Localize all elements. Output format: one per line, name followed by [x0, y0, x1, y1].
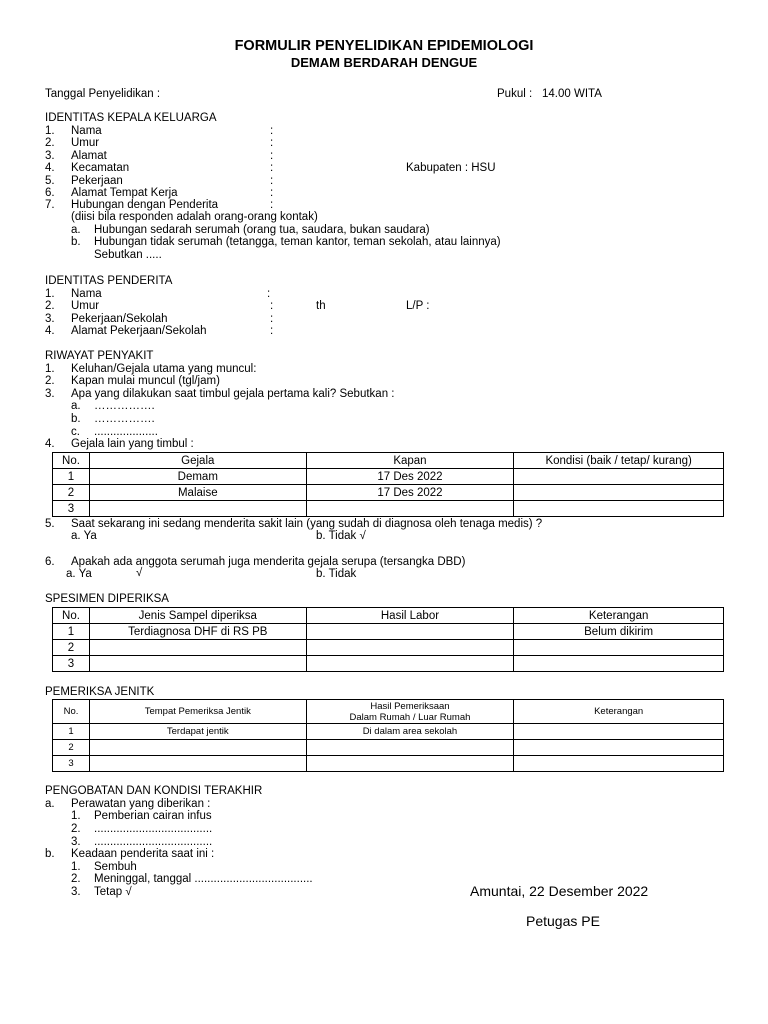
penderita-label: Nama	[71, 288, 102, 300]
question-num: 5.	[45, 518, 55, 530]
option-letter: b.	[71, 236, 81, 248]
question-num: 3.	[45, 388, 55, 400]
table-row	[53, 740, 724, 756]
question-3: Apa yang dilakukan saat timbul gejala pertama kali? Sebutkan :	[71, 388, 395, 400]
spesimen-table	[52, 607, 724, 672]
hasil-header-line1: Hasil Pemeriksaan	[370, 700, 450, 712]
question-num: 4.	[45, 438, 55, 450]
table-cell: Terdapat jentik	[89, 724, 306, 740]
table-header-row	[53, 608, 724, 624]
table-cell	[306, 640, 514, 656]
table-header-cell: Keterangan	[514, 608, 724, 624]
signature-role: Petugas PE	[526, 913, 600, 929]
table-cell	[514, 724, 724, 740]
question-num: 6.	[45, 556, 55, 568]
question-4: Gejala lain yang timbul :	[71, 438, 194, 450]
table-cell	[89, 501, 306, 517]
kepala-num: 6.	[45, 187, 55, 199]
option-letter: a.	[71, 400, 81, 412]
pukul-label: Pukul :	[497, 88, 533, 100]
penderita-num: 2.	[45, 300, 55, 312]
kepala-label: Pekerjaan	[71, 175, 123, 187]
table-header-row	[53, 453, 724, 469]
table-cell	[306, 501, 514, 517]
gejala-table	[52, 452, 724, 517]
question-5: Saat sekarang ini sedang menderita sakit lain (yang sudah di diagnosa oleh tenaga medis) ?	[71, 518, 543, 530]
penderita-num: 3.	[45, 313, 55, 325]
q5-option-tidak: b. Tidak √	[316, 530, 366, 542]
q6-check-mark: √	[136, 567, 143, 579]
option-letter: a.	[71, 224, 81, 236]
option-letter: b.	[71, 413, 81, 425]
option-letter: c.	[71, 426, 80, 438]
kabupaten-label: Kabupaten : HSU	[406, 162, 496, 174]
table-row	[53, 485, 724, 501]
table-row	[53, 756, 724, 772]
kepala-num: 3.	[45, 150, 55, 162]
table-row	[53, 501, 724, 517]
table-header-cell: Keterangan	[514, 700, 724, 724]
table-cell	[306, 756, 514, 772]
q6-option-ya: a. Ya	[66, 568, 92, 580]
option-dots: ....................	[94, 426, 158, 438]
table-cell: Demam	[89, 469, 306, 485]
table-cell	[514, 656, 724, 672]
kepala-note: (diisi bila responden adalah orang-orang kontak)	[71, 211, 318, 223]
table-row	[53, 656, 724, 672]
table-header-row	[53, 700, 724, 724]
item-num: 1.	[71, 810, 81, 822]
spesimen-heading: SPESIMEN DIPERIKSA	[45, 593, 169, 605]
page-title: FORMULIR PENYELIDIKAN EPIDEMIOLOGI	[234, 38, 534, 54]
penderita-num: 4.	[45, 325, 55, 337]
colon: :	[270, 125, 274, 137]
table-cell	[89, 656, 306, 672]
table-header-cell: Gejala	[89, 453, 306, 469]
penderita-num: 1.	[45, 288, 55, 300]
table-header-cell: Hasil Labor	[306, 608, 514, 624]
kepala-heading: IDENTITAS KEPALA KELUARGA	[45, 112, 217, 124]
table-row	[53, 640, 724, 656]
question-2: Kapan mulai muncul (tgl/jam)	[71, 375, 220, 387]
item-num: 2.	[71, 873, 81, 885]
perawatan-label: Perawatan yang diberikan :	[71, 798, 211, 810]
kepala-label: Alamat	[71, 150, 107, 162]
pengobatan-heading: PENGOBATAN DAN KONDISI TERAKHIR	[45, 785, 263, 797]
colon: :	[270, 313, 274, 325]
page-subtitle: DEMAM BERDARAH DENGUE	[290, 55, 478, 70]
riwayat-heading: RIWAYAT PENYAKIT	[45, 350, 154, 362]
item-num: 3.	[71, 836, 81, 848]
table-cell: 1	[53, 624, 90, 640]
question-1: Keluhan/Gejala utama yang muncul:	[71, 363, 257, 375]
umur-unit: th	[316, 300, 326, 312]
hubungan-option-b: Hubungan tidak serumah (tetangga, teman kantor, teman sekolah, atau lainnya)	[94, 236, 501, 248]
table-header-cell: No.	[53, 453, 90, 469]
keadaan-item: Tetap √	[94, 886, 132, 898]
table-cell	[514, 740, 724, 756]
signature-place-date: Amuntai, 22 Desember 2022	[470, 883, 649, 899]
table-cell	[89, 640, 306, 656]
penderita-label: Umur	[71, 300, 100, 312]
table-cell: 2	[53, 740, 90, 756]
item-num: 3.	[71, 886, 81, 898]
table-header-cell: Tempat Pemeriksa Jentik	[89, 700, 306, 724]
q6-option-tidak: b. Tidak	[316, 568, 357, 580]
kepala-num: 2.	[45, 137, 55, 149]
table-header-cell: Jenis Sampel diperiksa	[89, 608, 306, 624]
kepala-label: Alamat Tempat Kerja	[71, 187, 178, 199]
table-cell: 1	[53, 724, 90, 740]
keadaan-label: Keadaan penderita saat ini :	[71, 848, 215, 860]
hasil-header-line2: Dalam Rumah / Luar Rumah	[349, 711, 471, 723]
table-cell: Malaise	[89, 485, 306, 501]
table-header-cell: No.	[53, 700, 90, 724]
keadaan-item: Meninggal, tanggal .....................................	[94, 873, 313, 885]
q5-option-ya: a. Ya	[71, 530, 97, 542]
table-cell	[514, 640, 724, 656]
option-dots: …………….	[94, 400, 155, 412]
colon: :	[267, 288, 271, 300]
option-dots: …………….	[94, 413, 155, 425]
table-cell: 17 Des 2022	[306, 469, 514, 485]
section-letter: a.	[45, 798, 55, 810]
table-cell	[89, 756, 306, 772]
kepala-label: Umur	[71, 137, 100, 149]
table-cell: Belum dikirim	[514, 624, 724, 640]
keadaan-item: Sembuh	[94, 861, 137, 873]
table-cell	[306, 740, 514, 756]
table-cell	[306, 624, 514, 640]
table-cell	[514, 469, 724, 485]
table-cell: Di dalam area sekolah	[306, 724, 514, 740]
colon: :	[270, 137, 274, 149]
table-cell: 3	[53, 656, 90, 672]
perawatan-item: .....................................	[94, 823, 213, 835]
kepala-label: Hubungan dengan Penderita	[71, 199, 219, 211]
table-cell	[514, 756, 724, 772]
colon: :	[270, 300, 274, 312]
kepala-num: 1.	[45, 125, 55, 137]
table-cell: 17 Des 2022	[306, 485, 514, 501]
table-cell	[514, 485, 724, 501]
kepala-num: 7.	[45, 199, 55, 211]
sebutkan-label: Sebutkan .....	[94, 249, 162, 261]
colon: :	[270, 325, 274, 337]
table-row	[53, 624, 724, 640]
jentik-table	[52, 699, 724, 772]
jentik-heading: PEMERIKSA JENITK	[45, 686, 155, 698]
tanggal-label: Tanggal Penyelidikan :	[45, 88, 161, 100]
colon: :	[270, 162, 274, 174]
question-6: Apakah ada anggota serumah juga menderita gejala serupa (tersangka DBD)	[71, 556, 466, 568]
pukul-value: 14.00 WITA	[542, 88, 602, 100]
table-cell: 2	[53, 485, 90, 501]
table-cell: Terdiagnosa DHF di RS PB	[89, 624, 306, 640]
colon: :	[270, 150, 274, 162]
table-row	[53, 724, 724, 740]
colon: :	[270, 187, 274, 199]
table-cell: 1	[53, 469, 90, 485]
penderita-label: Alamat Pekerjaan/Sekolah	[71, 325, 207, 337]
table-cell: 3	[53, 756, 90, 772]
kepala-label: Nama	[71, 125, 102, 137]
lp-label: L/P :	[406, 300, 430, 312]
table-row	[53, 469, 724, 485]
table-cell	[89, 740, 306, 756]
question-num: 2.	[45, 375, 55, 387]
table-header-cell: Kapan	[306, 453, 514, 469]
table-header-cell: Kondisi (baik / tetap/ kurang)	[514, 453, 724, 469]
table-header-cell	[306, 700, 514, 724]
question-num: 1.	[45, 363, 55, 375]
colon: :	[270, 199, 274, 211]
kepala-num: 4.	[45, 162, 55, 174]
table-cell: 3	[53, 501, 90, 517]
colon: :	[270, 175, 274, 187]
hubungan-option-a: Hubungan sedarah serumah (orang tua, saudara, bukan saudara)	[94, 224, 430, 236]
section-letter: b.	[45, 848, 55, 860]
table-cell: 2	[53, 640, 90, 656]
perawatan-item: Pemberian cairan infus	[94, 810, 212, 822]
penderita-label: Pekerjaan/Sekolah	[71, 313, 168, 325]
kepala-num: 5.	[45, 175, 55, 187]
item-num: 1.	[71, 861, 81, 873]
perawatan-item: .....................................	[94, 836, 213, 848]
penderita-heading: IDENTITAS PENDERITA	[45, 275, 173, 287]
table-header-cell: No.	[53, 608, 90, 624]
kepala-label: Kecamatan	[71, 162, 130, 174]
table-cell	[306, 656, 514, 672]
table-cell	[514, 501, 724, 517]
item-num: 2.	[71, 823, 81, 835]
